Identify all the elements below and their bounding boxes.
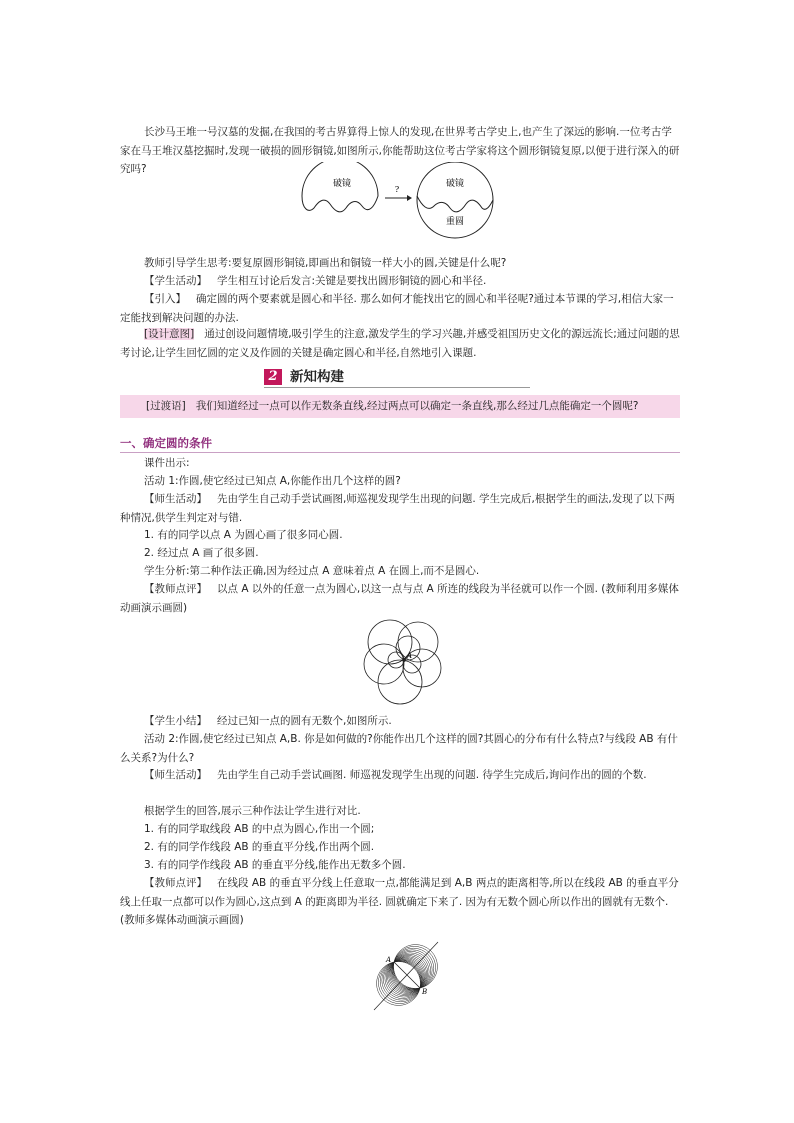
- activity1-summary-text: 经过已知一点的圆有无数个,如图所示.: [217, 715, 392, 727]
- activity1-case2: 2. 经过点 A 画了很多圆.: [144, 547, 259, 559]
- student-activity-line: [120, 272, 680, 291]
- courseware-label: 课件出示:: [144, 457, 190, 469]
- design-intent-text: 通过创设问题情境,吸引学生的注意,激发学生的学习兴趣,并感受祖国历史文化的源远流长;通过问题的思考讨论,让学生回忆圆的定义及作圆的关键是确定圆心和半径,自然地引入课题.: [120, 328, 680, 359]
- activity2-comment-text: 在线段 AB 的垂直平分线上任意取一点,都能满足到 A,B 两点的距离相等,所以在线段 AB 的垂直平分线上任取一点都可以作为圆心,这点到 A 的距离即为半径. 圆就确定下来了. 因为有无数个圆心所以作出的圆就有无数个. (教师多媒体动画演示画圆): [120, 877, 679, 926]
- student-activity-tag: 【学生活动】: [144, 275, 207, 287]
- activity1-task: 活动 1:作圆,使它经过已知点 A,你能作出几个这样的圆?: [144, 475, 401, 487]
- arrow-icon: [407, 195, 412, 201]
- subsection-title: 一、确定圆的条件: [120, 436, 212, 450]
- circles-through-point-figure: [356, 612, 452, 708]
- introduction-tag: 【引入】: [144, 293, 186, 305]
- introduction-text: 确定圆的两个要素就是圆心和半径. 那么如何才能找出它的圆心和半径呢?通过本节课的学习,相信大家一定能找到解决问题的办法.: [120, 293, 674, 324]
- activity2-task: 活动 2:作圆,使它经过已知点 A,B. 你是如何做的?你能作出几个这样的圆?其圆心的分布有什么特点?与线段 AB 有什么关系?为什么?: [120, 733, 678, 764]
- right-mirror-label: 破镜: [445, 179, 465, 189]
- broken-mirror-figure: [296, 162, 502, 242]
- activity2-ts-tag: 【师生活动】: [144, 769, 207, 781]
- teacher-guide-text: 教师引导学生思考:要复原圆形铜镜,即画出和铜镜一样大小的圆,关键是什么呢?: [144, 257, 507, 269]
- activity1-summary: [120, 712, 680, 731]
- section-number: 2: [264, 369, 282, 385]
- section-divider: [264, 387, 530, 388]
- activity1-ts-text: 先由学生自己动手尝试画图,师巡视发现学生出现的问题. 学生完成后,根据学生的画法,发现了以下两种情况,供学生判定对与错.: [120, 493, 675, 524]
- transition-tag: [过渡语]: [146, 400, 186, 412]
- circles-through-two-points-figure: [364, 940, 448, 1012]
- point-a-label: A: [386, 956, 392, 964]
- activity1-analysis: 学生分析:第二种作法正确,因为经过点 A 意味着点 A 在圆上,而不是圆心.: [144, 565, 480, 577]
- activity2-case3: 3. 有的同学作线段 AB 的垂直平分线,能作出无数多个圆.: [144, 859, 406, 871]
- arrow-question-label: ?: [394, 185, 400, 194]
- activity1-summary-tag: 【学生小结】: [144, 715, 207, 727]
- introduction-paragraph: [120, 290, 680, 327]
- transition-text: 我们知道经过一点可以作无数条直线,经过两点可以确定一条直线,那么经过几点能确定一个圆呢?: [195, 400, 639, 412]
- design-intent-tag: [设计意图]: [144, 328, 195, 340]
- activity2-ts-text: 先由学生自己动手尝试画图. 师巡视发现学生出现的问题. 待学生完成后,询问作出的圆的个数.: [217, 769, 647, 781]
- activity2-case1: 1. 有的同学取线段 AB 的中点为圆心,作出一个圆;: [144, 823, 375, 835]
- subsection-divider: [120, 452, 680, 453]
- activity1-comment-tag: 【教师点评】: [144, 583, 207, 595]
- activity1-ts-tag: 【师生活动】: [144, 493, 207, 505]
- section-heading: [264, 366, 530, 388]
- activity1-comment-text: 以点 A 以外的任意一点为圆心,以这一点与点 A 所连的线段为半径就可以作一个圆. (教师利用多媒体动画演示画圆): [120, 583, 679, 614]
- activity1-teacher-student: [120, 490, 680, 527]
- intro-paragraph: 长沙马王堆一号汉墓的发掘,在我国的考古界算得上惊人的发现,在世界考古学史上,也产生了深远的影响.一位考古学家在马王堆汉墓挖掘时,发现一破损的圆形铜镜,如图所示,你能帮助这位考古学家将这个圆形铜镜复原,以便于进行深入的研究吗?: [120, 126, 680, 175]
- activity1-case1: 1. 有的同学以点 A 为圆心画了很多同心圆.: [144, 529, 343, 541]
- transition-box: [120, 395, 680, 418]
- point-a-label: A: [407, 652, 413, 660]
- design-intent-paragraph: [120, 325, 680, 362]
- left-mirror-label: 破镜: [332, 179, 352, 189]
- point-b-label: B: [422, 988, 428, 996]
- restored-circle-label: 重圆: [445, 217, 465, 227]
- section-title: 新知构建: [290, 369, 344, 385]
- activity2-comment: [120, 874, 680, 930]
- activity2-teacher-student: [120, 766, 680, 785]
- activity2-compare: 根据学生的回答,展示三种作法让学生进行对比.: [144, 805, 361, 817]
- student-activity-text: 学生相互讨论后发言:关键是要找出圆形铜镜的圆心和半径.: [217, 275, 487, 287]
- activity2-comment-tag: 【教师点评】: [144, 877, 207, 889]
- activity2-case2: 2. 有的同学作线段 AB 的垂直平分线,作出两个圆.: [144, 841, 375, 853]
